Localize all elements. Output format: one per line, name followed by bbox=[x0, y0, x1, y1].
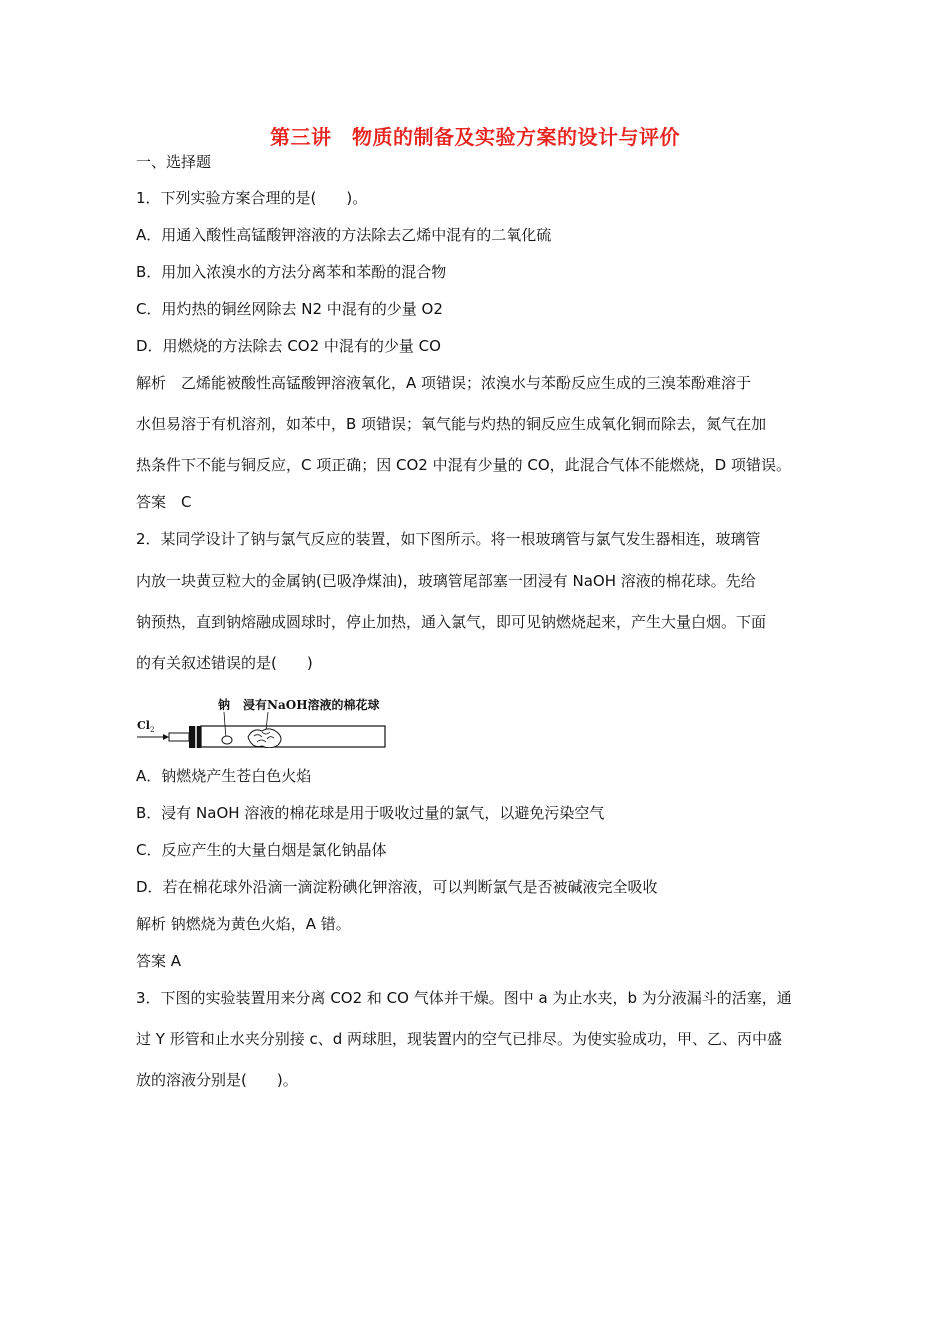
label-cl2: Cl bbox=[137, 719, 150, 732]
question-2-stem-line: 2．某同学设计了钠与氯气反应的装置，如下图所示。将一根玻璃管与氯气发生器相连，玻璃管 bbox=[136, 530, 761, 548]
label-cotton-ball: 浸有NaOH溶液的棉花球 bbox=[243, 698, 380, 712]
question-2-option-a: A．钠燃烧产生苍白色火焰 bbox=[136, 767, 312, 785]
question-2-option-b: B．浸有 NaOH 溶液的棉花球是用于吸收过量的氯气，以避免污染空气 bbox=[136, 804, 605, 822]
question-3-stem-line: 3．下图的实验装置用来分离 CO2 和 CO 气体并干燥。图中 a 为止水夹，b 为分液漏斗的活塞，通 bbox=[136, 989, 792, 1007]
question-1-stem: 1．下列实验方案合理的是( )。 bbox=[136, 189, 368, 207]
arrow-head-icon bbox=[163, 734, 169, 740]
question-2-answer: 答案 A bbox=[136, 952, 182, 970]
sodium-chlorine-apparatus-figure bbox=[136, 692, 386, 748]
question-2-stem-line: 钠预热，直到钠熔融成圆球时，停止加热，通入氯气，即可见钠燃烧起来，产生大量白烟。下面 bbox=[136, 613, 767, 631]
question-2-stem-line: 的有关叙述错误的是( ) bbox=[136, 654, 313, 672]
question-1-analysis-line: 解析 乙烯能被酸性高锰酸钾溶液氧化，A 项错误；浓溴水与苯酚反应生成的三溴苯酚难溶于 bbox=[136, 374, 752, 392]
question-1-answer: 答案 C bbox=[136, 493, 192, 511]
question-3-stem-line: 过 Y 形管和止水夹分别接 c、d 两球胆，现装置内的空气已排尽。为使实验成功，甲、乙、丙中盛 bbox=[136, 1030, 783, 1048]
question-3-stem-line: 放的溶液分别是( )。 bbox=[136, 1071, 298, 1089]
sodium-piece bbox=[222, 736, 232, 744]
question-2-stem-line: 内放一块黄豆粒大的金属钠(已吸净煤油)，玻璃管尾部塞一团浸有 NaOH 溶液的棉花球。先给 bbox=[136, 572, 756, 590]
question-1-option-b: B．用加入浓溴水的方法分离苯和苯酚的混合物 bbox=[136, 263, 447, 281]
label-cl2-subscript: 2 bbox=[150, 726, 155, 734]
question-1-option-a: A．用通入酸性高锰酸钾溶液的方法除去乙烯中混有的二氧化硫 bbox=[136, 226, 552, 244]
page-title: 第三讲 物质的制备及实验方案的设计与评价 bbox=[270, 125, 680, 149]
question-2-option-d: D．若在棉花球外沿滴一滴淀粉碘化钾溶液，可以判断氯气是否被碱液完全吸收 bbox=[136, 878, 658, 896]
question-1-analysis-line: 热条件下不能与铜反应，C 项正确；因 CO2 中混有少量的 CO，此混合气体不能燃烧，D 项错误。 bbox=[136, 456, 791, 474]
question-1-analysis-line: 水但易溶于有机溶剂，如苯中，B 项错误；氧气能与灼热的铜反应生成氧化铜而除去，氮气在加 bbox=[136, 415, 767, 433]
question-1-option-c: C．用灼热的铜丝网除去 N2 中混有的少量 O2 bbox=[136, 300, 443, 318]
question-2-analysis: 解析 钠燃烧为黄色火焰，A 错。 bbox=[136, 915, 351, 933]
question-2-option-c: C．反应产生的大量白烟是氯化钠晶体 bbox=[136, 841, 387, 859]
cotton-ball bbox=[248, 729, 281, 748]
inlet-tube bbox=[169, 733, 189, 741]
question-1-option-d: D．用燃烧的方法除去 CO2 中混有的少量 CO bbox=[136, 337, 441, 355]
label-sodium: 钠 bbox=[218, 698, 231, 712]
section-heading: 一、选择题 bbox=[136, 153, 212, 171]
rubber-stopper bbox=[189, 726, 201, 748]
